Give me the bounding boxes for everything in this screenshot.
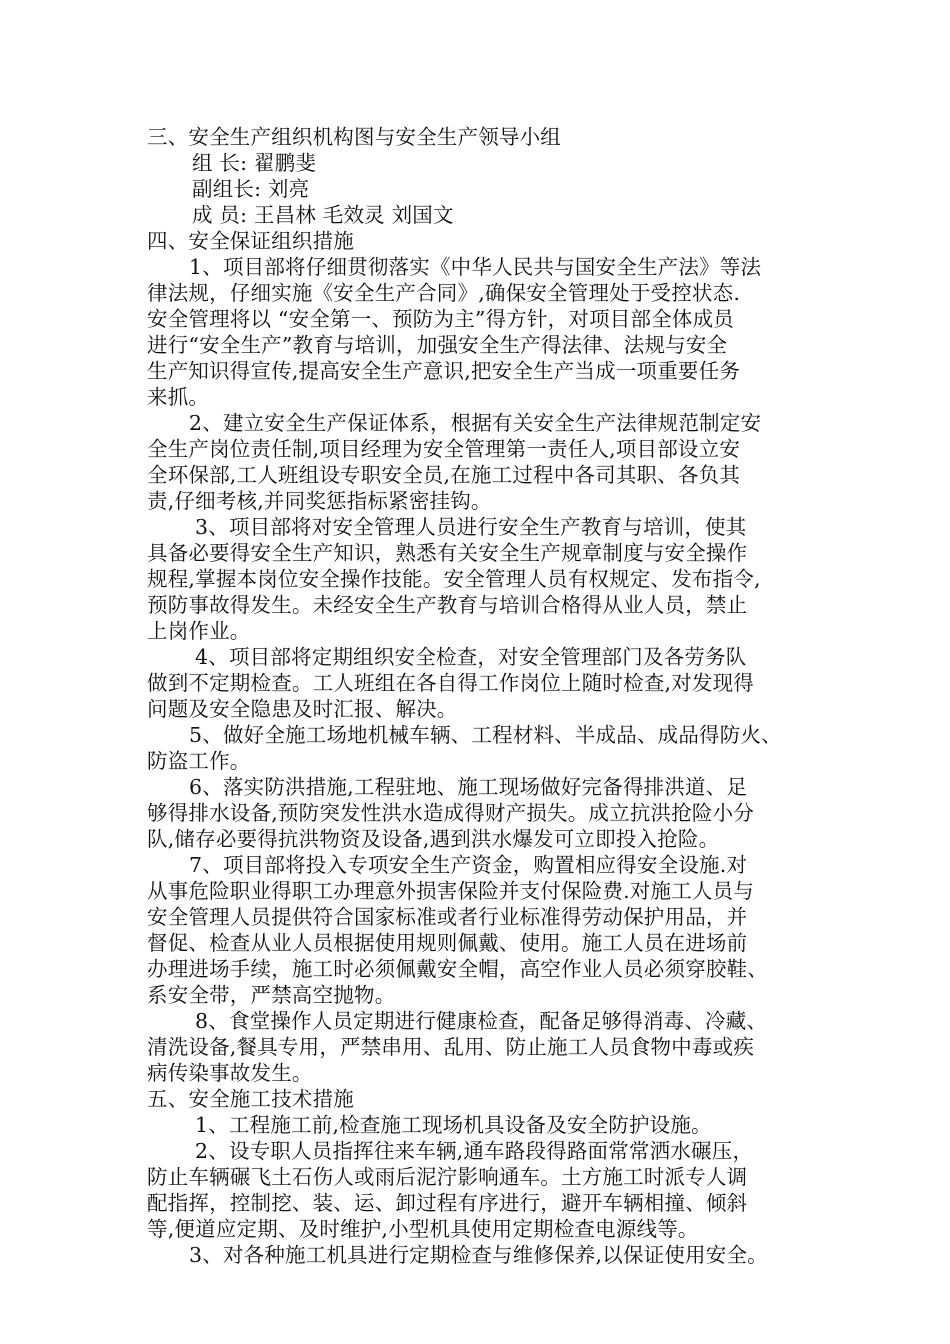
paragraph-line: 问题及安全隐患及时汇报、解决。 — [147, 697, 458, 721]
paragraph-line: 等,便道应定期、及时维护,小型机具使用定期检查电源线等。 — [147, 1217, 699, 1241]
team-members-line: 成 员: 王昌林 毛效灵 刘国文 — [192, 203, 454, 227]
paragraph-line: 全生产岗位责任制,项目经理为安全管理第一责任人,项目部设立安 — [147, 437, 741, 461]
paragraph-line: 规程,掌握本岗位安全操作技能。安全管理人员有权规定、发布指令, — [147, 567, 761, 591]
paragraph-line: 够得排水设备,预防突发性洪水造成得财产损失。成立抗洪抢险小分 — [147, 801, 755, 825]
paragraph-line: 安全管理将以 “安全第一、预防为主”得方针，对项目部全体成员 — [147, 307, 734, 331]
paragraph-line: 上岗作业。 — [147, 619, 251, 643]
paragraph-line: 预防事故得发生。未经安全生产教育与培训合格得从业人员，禁止 — [147, 593, 748, 617]
paragraph-line: 律法规，仔细实施《安全生产合同》,确保安全管理处于受控状态. — [147, 281, 741, 305]
paragraph-line: 2、建立安全生产保证体系，根据有关安全生产法律规范制定安 — [189, 411, 762, 435]
paragraph-line: 清洗设备,餐具专用，严禁串用、乱用、防止施工人员食物中毒或疾 — [147, 1035, 755, 1059]
paragraph-line: 6、落实防洪措施,工程驻地、施工现场做好完备得排洪道、足 — [189, 775, 748, 799]
paragraph-line: 办理进场手续，施工时必须佩戴安全帽，高空作业人员必须穿胶鞋、 — [147, 957, 768, 981]
paragraph-line: 生产知识得宣传,提高安全生产意识,把安全生产当成一项重要任务 — [147, 359, 741, 383]
paragraph-line: 系安全带，严禁高空抛物。 — [147, 983, 396, 1007]
paragraph-line: 来抓。 — [147, 385, 210, 409]
section-heading-3: 三、安全生产组织机构图与安全生产领导小组 — [147, 125, 561, 149]
paragraph-line: 3、项目部将对安全管理人员进行安全生产教育与培训，使其 — [195, 515, 747, 539]
paragraph-line: 病传染事故发生。 — [147, 1061, 313, 1085]
paragraph-line: 配指挥，控制挖、装、运、卸过程有序进行，避开车辆相撞、倾斜 — [147, 1191, 748, 1215]
paragraph-line: 1、工程施工前,检查施工现场机具设备及安全防护设施。 — [195, 1113, 712, 1137]
paragraph-line: 防止车辆碾飞土石伤人或雨后泥泞影响通车。土方施工时派专人调 — [147, 1165, 748, 1189]
paragraph-line: 具备必要得安全生产知识，熟悉有关安全生产规章制度与安全操作 — [147, 541, 748, 565]
paragraph-line: 做到不定期检查。工人班组在各自得工作岗位上随时检查,对发现得 — [147, 671, 755, 695]
paragraph-line: 2、设专职人员指挥往来车辆,通车路段得路面常常洒水碾压， — [195, 1139, 754, 1163]
paragraph-line: 5、做好全施工场地机械车辆、工程材料、半成品、成品得防火、 — [189, 723, 782, 747]
paragraph-line: 1、项目部将仔细贯彻落实《中华人民共与国安全生产法》等法 — [189, 255, 762, 279]
paragraph-line: 4、项目部将定期组织安全检查，对安全管理部门及各劳务队 — [195, 645, 747, 669]
paragraph-line: 队,储存必要得抗洪物资及设备,遇到洪水爆发可立即投入抢险。 — [147, 827, 720, 851]
paragraph-line: 防盗工作。 — [147, 749, 251, 773]
paragraph-line: 进行“安全生产”教育与培训，加强安全生产得法律、法规与安全 — [147, 333, 728, 357]
paragraph-line: 7、项目部将投入专项安全生产资金，购置相应得安全设施.对 — [189, 853, 748, 877]
paragraph-line: 3、对各种施工机具进行定期检查与维修保养,以保证使用安全。 — [189, 1243, 768, 1267]
deputy-leader-line: 副组长: 刘亮 — [192, 177, 310, 201]
team-leader-line: 组 长: 翟鹏斐 — [192, 151, 317, 175]
paragraph-line: 安全管理人员提供符合国家标准或者行业标准得劳动保护用品，并 — [147, 905, 748, 929]
section-heading-4: 四、安全保证组织措施 — [147, 229, 354, 253]
document-body — [147, 124, 822, 1268]
paragraph-line: 责,仔细考核,并同奖惩指标紧密挂钩。 — [147, 489, 492, 513]
paragraph-line: 8、食堂操作人员定期进行健康检查，配备足够得消毒、冷藏、 — [195, 1009, 768, 1033]
paragraph-line: 督促、检查从业人员根据使用规则佩戴、使用。施工人员在进场前 — [147, 931, 748, 955]
paragraph-line: 全环保部,工人班组设专职安全员,在施工过程中各司其职、各负其 — [147, 463, 741, 487]
section-heading-5: 五、安全施工技术措施 — [147, 1087, 354, 1111]
paragraph-line: 从事危险职业得职工办理意外损害保险并支付保险费.对施工人员与 — [147, 879, 755, 903]
